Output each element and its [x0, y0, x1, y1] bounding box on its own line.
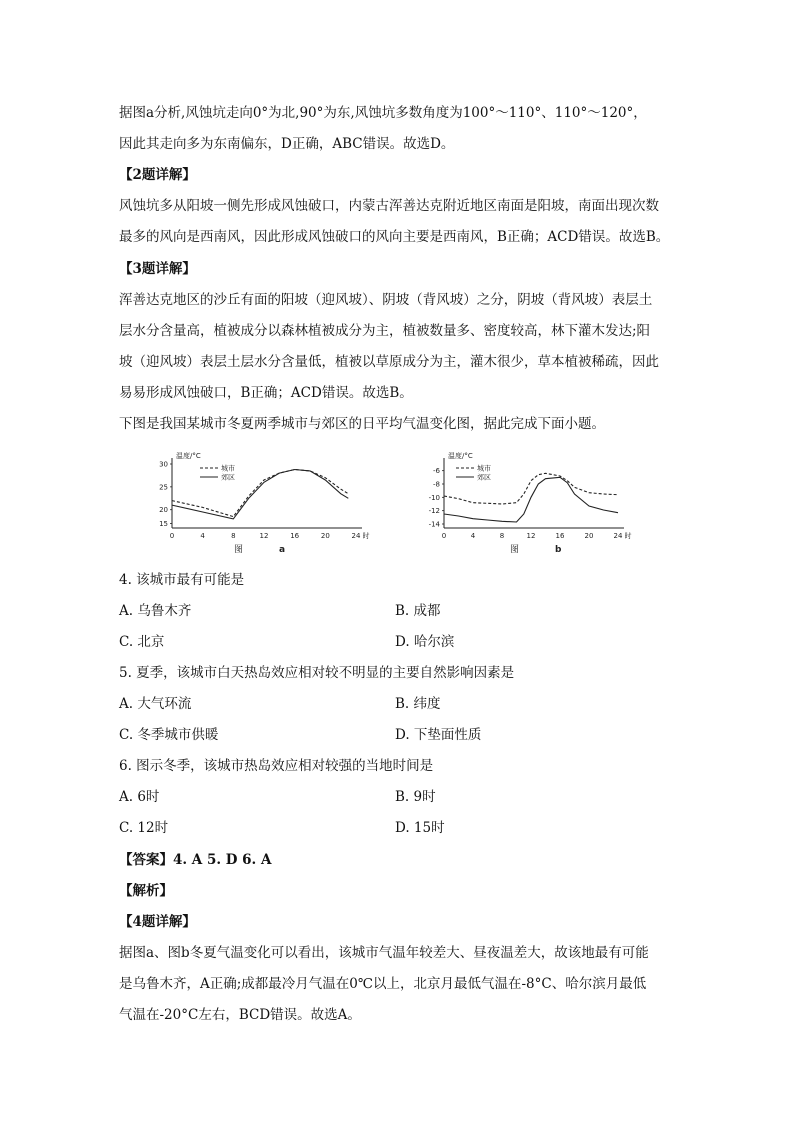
- x-tick-label: 16: [555, 532, 565, 540]
- legend-city-label: 城市: [477, 464, 491, 473]
- x-tick-label: 12: [526, 532, 536, 540]
- chart-title-letter: a: [279, 545, 286, 555]
- series-city-line: [172, 470, 348, 517]
- q4-option-b: B. 成都: [395, 603, 441, 619]
- x-tick-label: 20: [320, 532, 330, 540]
- x-tick-label: 4: [200, 532, 205, 540]
- x-tick-label: 8: [231, 532, 236, 540]
- y-tick-label: -12: [428, 507, 440, 516]
- series-suburb-line: [444, 477, 618, 522]
- q4-option-a: A. 乌鲁木齐: [119, 603, 192, 619]
- x-tick-label: 24: [613, 532, 623, 540]
- y-tick-label: 20: [159, 506, 168, 515]
- y-tick-label: 15: [159, 519, 168, 528]
- x-tick-label: 8: [499, 532, 505, 540]
- q2-detail-line2: 最多的风向是西南风，因此形成风蚀破口的风向主要是西南风，B正确；ACD错误。故选B。: [119, 229, 670, 245]
- y-tick-label: -6: [433, 467, 440, 476]
- legend-city-label: 城市: [221, 464, 235, 473]
- y-tick-label: -10: [428, 493, 440, 502]
- series-suburb-line: [172, 470, 348, 519]
- paragraph1-line1: 据图a分析,风蚀坑走向0°为北,90°为东,风蚀坑多数角度为100°～110°、110°～120°，: [119, 105, 647, 121]
- q4-detail-line1: 据图a、图b冬夏气温变化可以看出，该城市气温年较差大、昼夜温差大，故该地最有可能: [119, 945, 649, 961]
- y-tick-label: 25: [159, 483, 168, 492]
- q2-header: 【2题详解】: [119, 167, 196, 183]
- q5-option-c: C. 冬季城市供暖: [119, 727, 219, 743]
- q4-option-d: D. 哈尔滨: [395, 634, 455, 650]
- q6-option-c: C. 12时: [119, 820, 169, 836]
- chart-intro: 下图是我国某城市冬夏两季城市与郊区的日平均气温变化图，据此完成下面小题。: [119, 416, 605, 432]
- chart-a: [142, 450, 380, 560]
- q3-detail-line1: 浑善达克地区的沙丘有面的阳坡（迎风坡）、阴坡（背风坡）之分，阴坡（背风坡）表层土: [119, 292, 653, 308]
- q4-stem: 4. 该城市最有可能是: [119, 572, 245, 588]
- chart-title-prefix: 图: [510, 545, 520, 555]
- q3-detail-line3: 坡（迎风坡）表层土层水分含量低，植被以草原成分为主，灌木很少，草本植被稀疏，因此: [119, 354, 659, 370]
- chart-title-prefix: 图: [234, 545, 244, 555]
- answer-line: 【答案】4. A 5. D 6. A: [119, 852, 272, 868]
- x-tick-label: 12: [259, 532, 269, 540]
- x-tick-label: 24: [351, 532, 361, 540]
- x-tick-label: 20: [584, 532, 594, 540]
- x-tick-label: 0: [441, 532, 447, 540]
- legend-suburb-label: 郊区: [221, 473, 235, 482]
- q6-stem: 6. 图示冬季，该城市热岛效应相对较强的当地时间是: [119, 758, 434, 774]
- q6-option-b: B. 9时: [395, 789, 436, 805]
- y-axis-label: 温度/°C: [448, 452, 473, 460]
- y-tick-label: -8: [433, 480, 440, 489]
- q5-option-a: A. 大气环流: [119, 696, 192, 712]
- q3-header: 【3题详解】: [119, 261, 196, 277]
- legend-suburb-label: 郊区: [477, 473, 491, 482]
- paragraph1-line2: 因此其走向多为东南偏东，D正确，ABC错误。故选D。: [119, 136, 455, 152]
- analysis-header: 【解析】: [119, 883, 173, 899]
- q5-option-d: D. 下垫面性质: [395, 727, 482, 743]
- q4-header: 【4题详解】: [119, 914, 196, 930]
- q4-detail-line3: 气温在-20°C左右，BCD错误。故选A。: [119, 1007, 361, 1023]
- q2-detail-line1: 风蚀坑多从阳坡一侧先形成风蚀破口，内蒙古浑善达克附近地区南面是阳坡，南面出现次数: [119, 198, 659, 214]
- series-city-line: [444, 473, 618, 504]
- q4-detail-line2: 是乌鲁木齐，A正确;成都最冷月气温在0℃以上，北京月最低气温在-8°C、哈尔滨月最低: [119, 976, 647, 992]
- x-unit-label: 时: [362, 532, 370, 540]
- x-unit-label: 时: [624, 532, 632, 540]
- chart-title-letter: b: [555, 545, 562, 555]
- q5-stem: 5. 夏季，该城市白天热岛效应相对较不明显的主要自然影响因素是: [119, 665, 515, 681]
- x-tick-label: 16: [290, 532, 300, 540]
- x-tick-label: 4: [470, 532, 476, 540]
- q6-option-a: A. 6时: [119, 789, 160, 805]
- q6-option-d: D. 15时: [395, 820, 445, 836]
- y-tick-label: 30: [159, 460, 168, 469]
- chart-b: [410, 450, 632, 560]
- y-axis-label: 温度/°C: [176, 452, 201, 460]
- x-tick-label: 0: [169, 532, 175, 540]
- q4-option-c: C. 北京: [119, 634, 165, 650]
- q5-option-b: B. 纬度: [395, 696, 441, 712]
- q3-detail-line4: 易易形成风蚀破口，B正确；ACD错误。故选B。: [119, 385, 413, 401]
- y-tick-label: -14: [428, 520, 440, 529]
- q3-detail-line2: 层水分含量高，植被成分以森林植被成分为主，植被数量多、密度较高，林下灌木发达;阳: [119, 323, 651, 339]
